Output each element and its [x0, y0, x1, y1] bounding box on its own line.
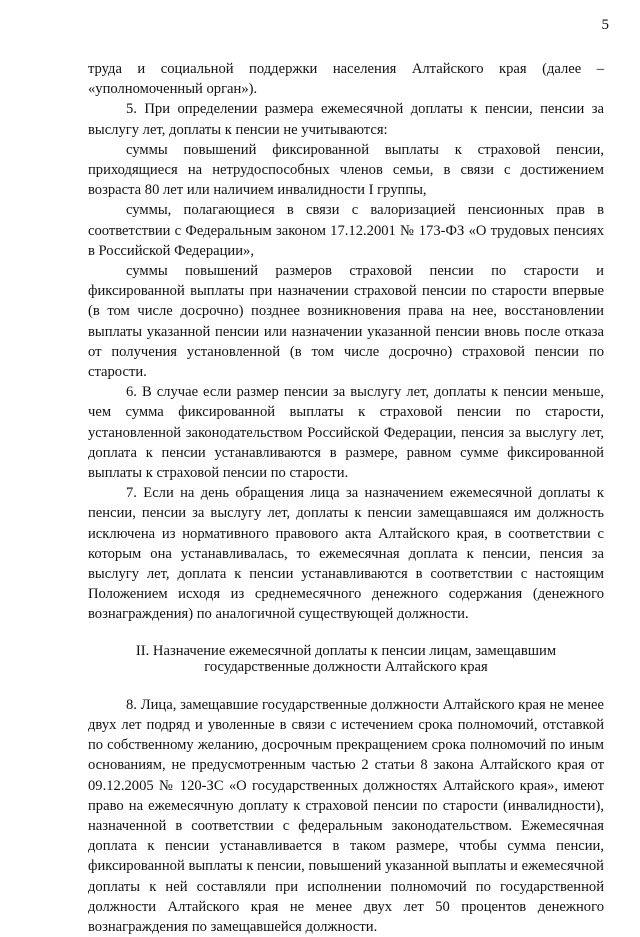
- paragraph: суммы, полагающиеся в связи с валоризацией пенсионных прав в соответствии с Федеральным законом 17.12.2001 № 173-ФЗ «О трудовых пенсиях в Российской Федерации»,: [88, 202, 604, 259]
- paragraph: труда и социальной поддержки населения Алтайского края (далее – «уполномоченный орган»).: [88, 61, 604, 98]
- paragraph: 8. Лица, замещавшие государственные должности Алтайского края не менее двух лет подряд и уволенные в связи с истечением срока полномочий, отставкой по собственному желанию, досрочным прекращением срока полномочий по иным основаниям, не предусмотренным частью 2 статьи 8 закона Алтайского края от 09.12.2005 № 120-ЗС «О государственных должностях Алтайского края», имеют право на ежемесячную доплату к страховой пенсии по старости (инвалидности), назначенной в соответствии с федеральным законодательством. Ежемесячная доплата к пенсии устанавливается в таком размере, чтобы сумма пенсии, фиксированной выплаты к пенсии, повышений указанной выплаты и ежемесячной доплаты к ней составляли при исполнении полномочий по государственной должности Алтайского края не менее двух лет 50 процентов денежного вознаграждения по замещавшейся должности.: [88, 696, 604, 935]
- paragraph: 6. В случае если размер пенсии за выслугу лет, доплаты к пенсии меньше, чем сумма фиксированной выплаты к страховой пенсии по старости, установленной законодательством Российской Федерации, пенсия за выслугу лет, доплата к пенсии устанавливаются в размере, равном сумме фиксированной выплаты к страховой пенсии по старости.: [88, 384, 604, 482]
- paragraph: 5. При определении размера ежемесячной доплаты к пенсии, пенсии за выслугу лет, доплаты к пенсии не учитываются:: [88, 101, 604, 138]
- page-number: 5: [601, 17, 609, 33]
- paragraph: 7. Если на день обращения лица за назначением ежемесячной доплаты к пенсии, пенсии за выслугу лет, доплаты к пенсии замещавшаяся им должность исключена из нормативного правового акта Алтайского края, в соответствии с которым она устанавливалась, то ежемесячная доплата к пенсии, пенсия за выслугу лет, доплата к пенсии устанавливаются в соответствии с настоящим Положением исходя из среднемесячного денежного содержания (денежного вознаграждения) по аналогичной существующей должности.: [88, 485, 604, 623]
- paragraph: суммы повышений размеров страховой пенсии по старости и фиксированной выплаты при назначении страховой пенсии по старости впервые (в том числе досрочно) позднее возникновения права на нее, восстановлении выплаты указанной пенсии или назначении указанной пенсии вновь после отказа от получения установленной (в том числе досрочно) страховой пенсии по старости.: [88, 263, 604, 381]
- section-heading: [108, 643, 584, 675]
- section-heading-line: государственные должности Алтайского края: [204, 658, 488, 675]
- document-body: [88, 59, 604, 937]
- paragraph: суммы повышений фиксированной выплаты к страховой пенсии, приходящиеся на нетрудоспособных членов семьи, в связи с достижением возраста 80 лет или наличием инвалидности I группы,: [88, 141, 604, 199]
- section-heading-line: II. Назначение ежемесячной доплаты к пенсии лицам, замещавшим: [135, 642, 557, 659]
